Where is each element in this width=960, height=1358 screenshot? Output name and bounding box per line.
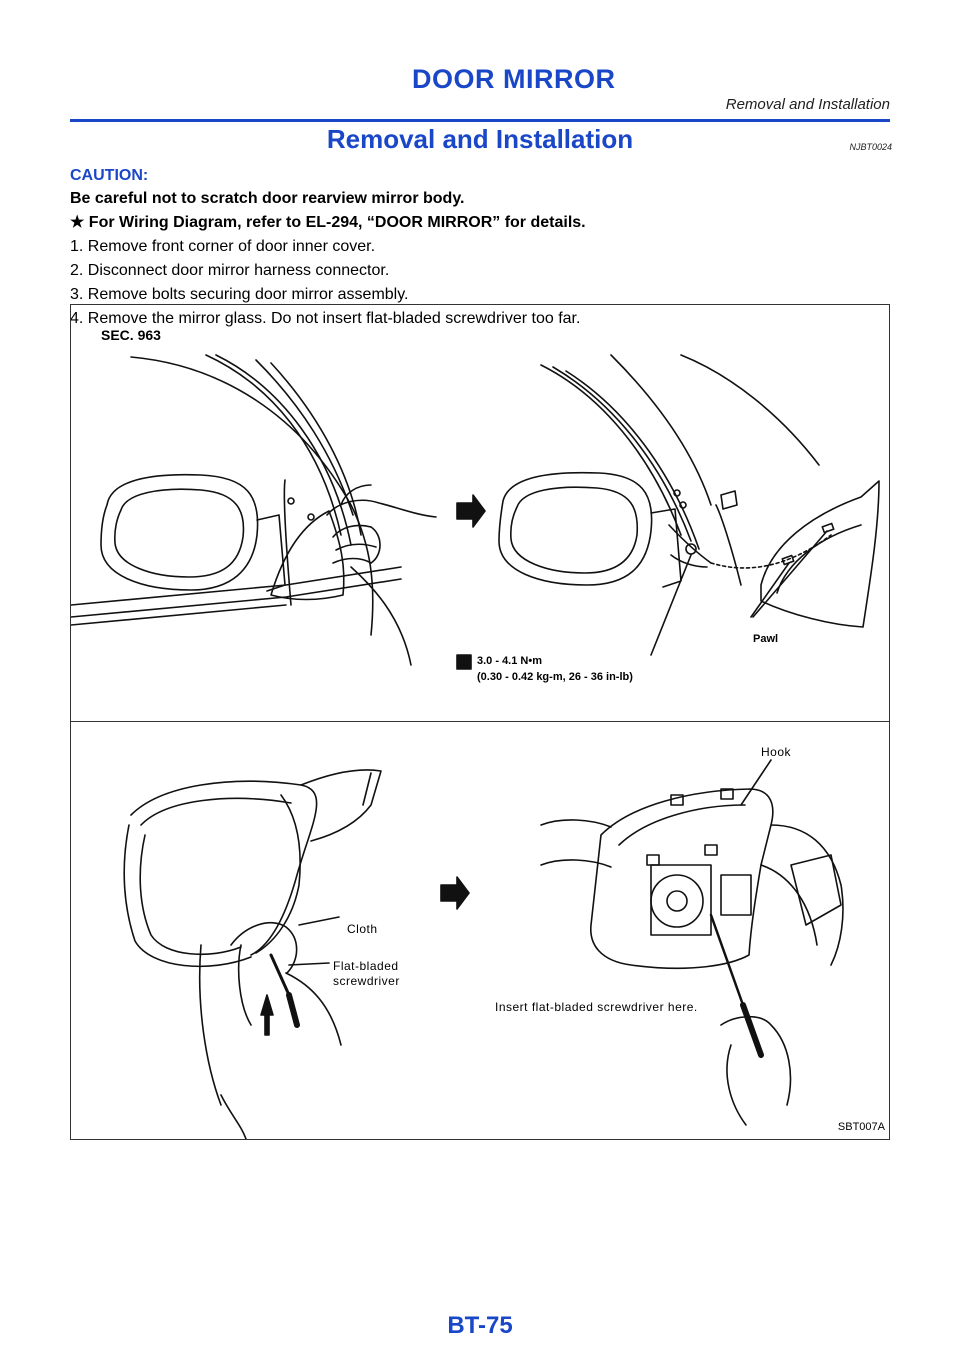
figure-drawing (71, 305, 889, 1139)
caution-heading: CAUTION: (70, 167, 149, 184)
page-number: BT-75 (447, 1312, 513, 1339)
section-code: NJBT0024 (849, 142, 892, 152)
cloth-leader (299, 917, 339, 925)
torque-label-1: 3.0 - 4.1 N•m (477, 655, 542, 667)
hook-4 (705, 845, 717, 855)
step-4: 4. Remove the mirror glass. Do not insert flat-bladed screwdriver too far. (70, 310, 581, 327)
figure-divider (71, 721, 889, 722)
wiring-note: ★ For Wiring Diagram, refer to EL-294, “DOOR MIRROR” for details. (70, 214, 586, 231)
hook-leader (741, 760, 771, 805)
torque-icon (457, 655, 471, 669)
step-arrow-1 (457, 495, 485, 527)
pawl-label: Pawl (753, 633, 779, 645)
figure-section-label: SEC. 963 (101, 327, 161, 343)
mirror-back-4 (591, 789, 773, 968)
mirror-shell-1 (101, 475, 258, 590)
push-arrow (261, 995, 273, 1035)
figure-code: SBT007A (837, 1121, 885, 1133)
header-title: DOOR MIRROR (412, 64, 616, 94)
cover-piece-2 (761, 481, 879, 627)
header-rule (70, 119, 890, 122)
step-3: 3. Remove bolts securing door mirror assembly. (70, 286, 409, 303)
torque-label-2: (0.30 - 0.42 kg-m, 26 - 36 in-lb) (477, 671, 633, 683)
hook-label: Hook (761, 745, 792, 759)
step-1: 1. Remove front corner of door inner cover. (70, 238, 376, 255)
pawl-leader-1 (751, 563, 789, 617)
caution-text: Be careful not to scratch door rearview mirror body. (70, 190, 465, 207)
screwdriver-label-2: screwdriver (333, 974, 400, 988)
step-arrow-2 (441, 877, 469, 909)
step-2: 2. Disconnect door mirror harness connector. (70, 262, 390, 279)
mirror-shell-2 (499, 473, 652, 585)
insert-label: Insert flat-bladed screwdriver here. (495, 1000, 698, 1014)
section-title: Removal and Installation (326, 124, 634, 154)
torque-leader (651, 555, 691, 655)
screwdriver-label-1: Flat-bladed (333, 959, 399, 973)
header-subtitle: Removal and Installation (725, 96, 890, 113)
cloth-label: Cloth (347, 922, 378, 936)
hook-3 (647, 855, 659, 865)
motor-disc (651, 875, 703, 927)
illustration-figure (70, 304, 890, 1140)
screwdriver-3 (271, 955, 289, 995)
screwdriver-leader (289, 963, 329, 965)
